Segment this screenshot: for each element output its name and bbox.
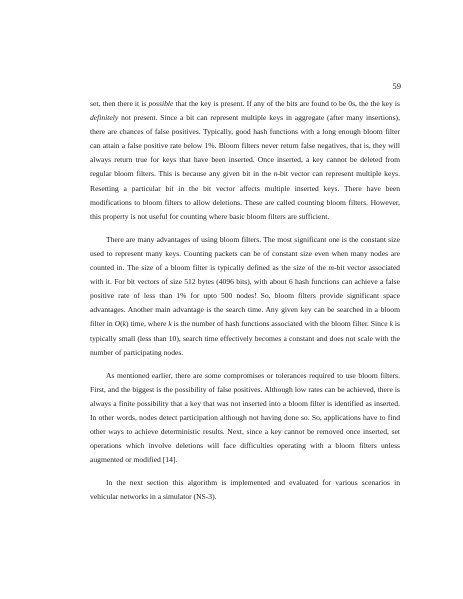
paragraph-text: (	[120, 319, 123, 329]
paragraph-text: -bit vector can represent multiple keys. Resetting a particular bit in the bit vector affects multiple inserted keys. There have been modifications to bloom filters to allow deletions. These are called counting bloom filters. However, this property is not useful for counting where basic bloom filters are sufficient.	[90, 169, 400, 221]
emphasized-text: k	[122, 319, 126, 329]
emphasized-text: k	[168, 319, 172, 329]
paragraph-text: There are many advantages of using bloom filters. The most significant one is the constant size used to represent many keys. Counting packets can be of constant size even when many nodes are counted in. The size of a bloom filter is typically defined as the size of the	[90, 234, 400, 273]
paragraph	[90, 97, 400, 224]
emphasized-text: n	[273, 169, 278, 179]
paragraph-text: In the next section this algorithm is implemented and evaluated for various scenarios in vehicular networks in a simulator (NS-3).	[90, 478, 400, 502]
page-number: 59	[392, 81, 401, 91]
paragraph-text: ) time, where	[125, 319, 169, 329]
emphasized-text: possible	[148, 99, 174, 108]
paragraph	[90, 476, 400, 504]
paragraph	[90, 369, 400, 468]
paragraph	[90, 233, 400, 360]
emphasized-text: O	[114, 319, 121, 329]
emphasized-text: k	[389, 319, 393, 329]
paragraph-text: that the key is present. If any of the bits are found to be 0s, the the key is	[173, 99, 400, 108]
emphasized-text: m	[328, 263, 335, 273]
emphasized-text: definitely	[90, 113, 119, 123]
paragraph-text: As mentioned earlier, there are some compromises or tolerances required to use bloom filters. First, and the biggest is the possibility of false positives. Although low rates can be achieved, there is always a finite possibility that a key that was not inserted into a bloom filter is identified as inserted. In other words, nodes detect participation although not having done so. So, applications have to find other ways to achieve deterministic results. Next, since a key cannot be removed once inserted, set operations which involve deletions will face difficulties operating with a bloom filters unless augmented or modified [14].	[90, 370, 400, 465]
paragraph-text: is the number of hash functions associated with the bloom filter. Since	[171, 319, 390, 329]
paragraph-text: not present. Since a bit can represent multiple keys in aggregate (after many insertions), there are chances of false positives. Typically, good hash functions with a long enough bloom filter can attain a false positive rate below 1%. Bloom filters never return false negatives, that is, they will always return true for keys that have been inserted. Once inserted, a key cannot be deleted from regular bloom filters. This is because any given bit in the	[90, 113, 400, 179]
paragraph-text: is typically small (less than 10), search time effectively becomes a constant and does not scale with the number of participating nodes.	[90, 319, 401, 357]
body-text	[90, 97, 400, 505]
paragraph-text: set, then there it is	[90, 99, 149, 108]
paragraph-text: -bit vector associated with it. For bit vectors of size 512 bytes (4096 bits), with about 6 hash functions can achieve a false positive rate of less than 1% for upto 500 nodes! So, bloom filters provide significant space advantages. Another main advantage is the search time. Any given key can be searched in a bloom filter in	[90, 263, 400, 329]
